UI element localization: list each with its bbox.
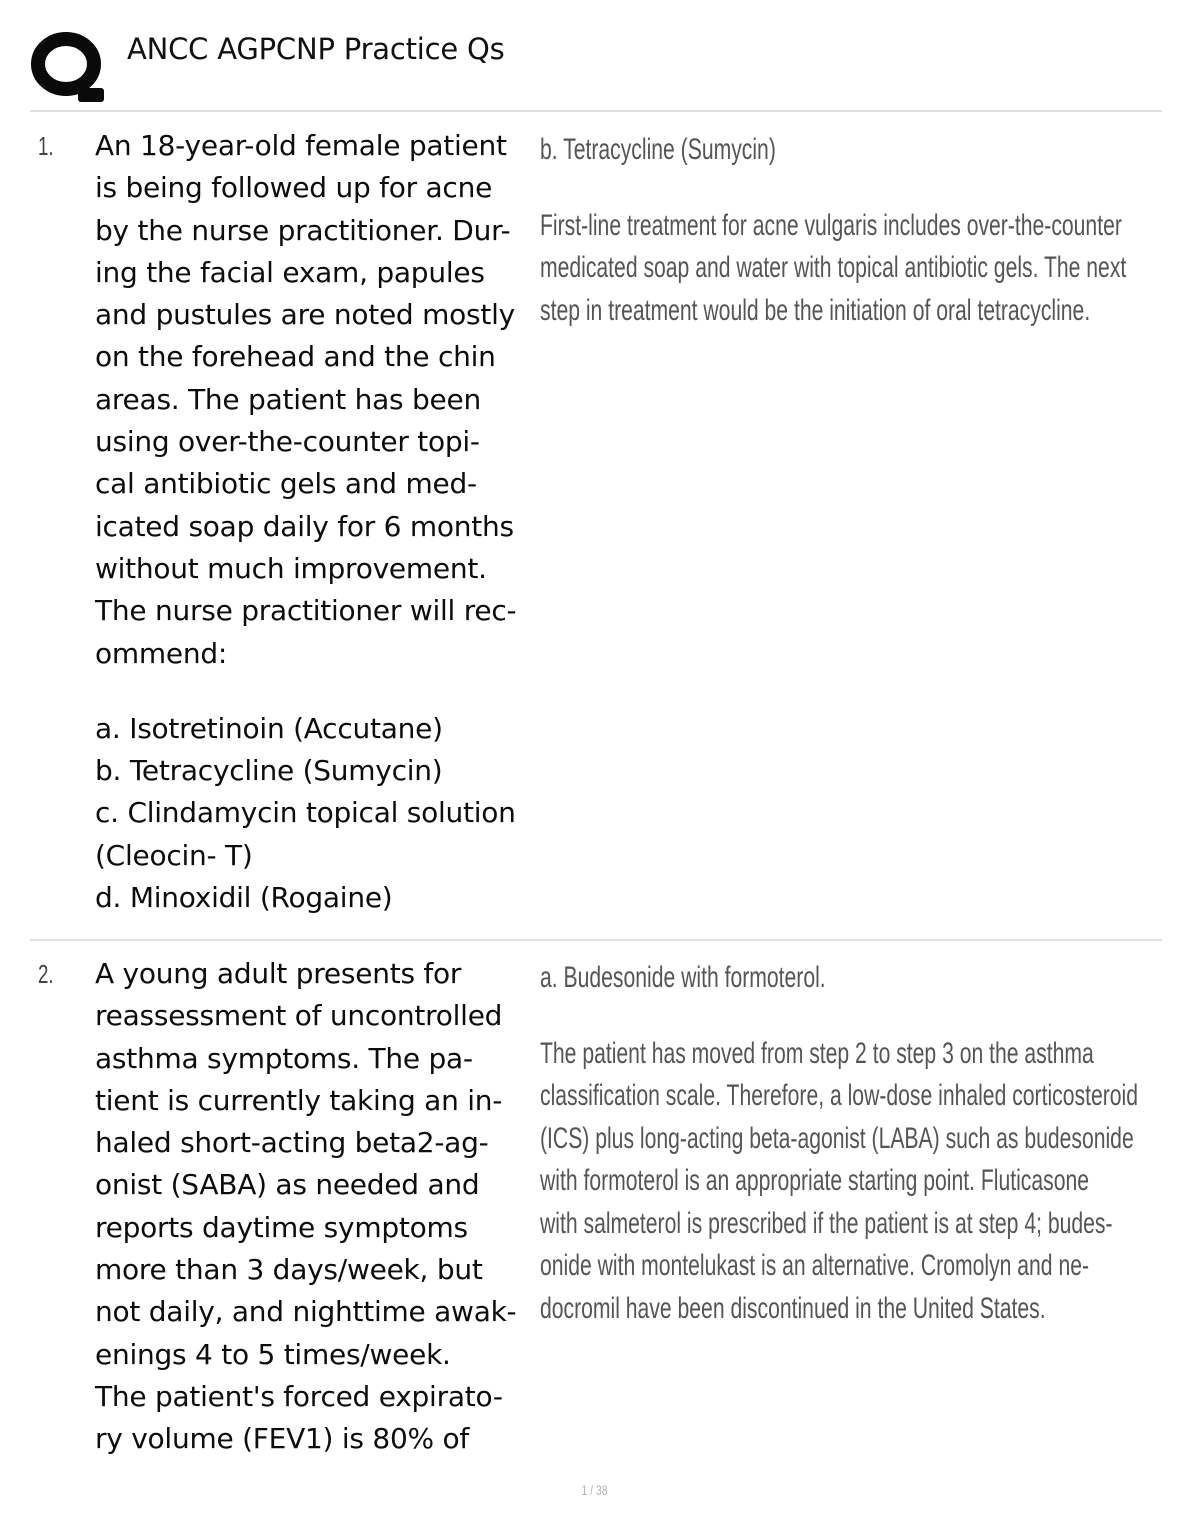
question-line: The patient's forced expirato- — [95, 1379, 503, 1413]
question-line: A young adult presents for — [95, 957, 462, 990]
explanation-line: The patient has moved from step 2 to step 3 on the asthma — [540, 1036, 1094, 1070]
question-line: by the nurse practitioner. Dur- — [95, 213, 511, 247]
spacer — [540, 1000, 1104, 1033]
answer-option: b. Tetracycline (Sumycin) — [95, 754, 443, 788]
spacer — [540, 172, 1104, 205]
question-line: areas. The patient has been — [95, 382, 481, 416]
question-line: ry volume (FEV1) is 80% of — [95, 1422, 470, 1456]
question-line: haled short-acting beta2-ag- — [95, 1126, 489, 1160]
question-line: and pustules are noted mostly — [95, 298, 515, 332]
flashcard — [0, 125, 1190, 925]
answer-panel — [540, 957, 1138, 1330]
question-line: icated soap daily for 6 months — [95, 509, 514, 543]
explanation-line: docromil have been discontinued in the United States. — [540, 1291, 1046, 1325]
question-line: without much improvement. — [95, 551, 487, 585]
question-line: reassessment of uncontrolled — [95, 999, 503, 1033]
question-line: enings 4 to 5 times/week. — [95, 1337, 451, 1371]
answer-option: d. Minoxidil (Rogaine) — [95, 881, 393, 915]
question-line: is being followed up for acne — [95, 171, 493, 205]
question-text — [95, 953, 533, 1461]
explanation-line: classification scale. Therefore, a low-dose inhaled corticosteroid — [540, 1079, 1138, 1112]
page-footer — [0, 1482, 1190, 1498]
quizlet-logo-icon — [30, 30, 110, 108]
answer-option: a. Isotretinoin (Accutane) — [95, 711, 443, 745]
question-line: tient is currently taking an in- — [95, 1083, 503, 1117]
question-text — [95, 125, 533, 919]
page-indicator: 1 / 38 — [581, 1482, 609, 1498]
answer-option: (Cleocin- T) — [95, 838, 253, 872]
document-title: ANCC AGPCNP Practice Qs — [127, 32, 505, 66]
question-line: reports daytime symptoms — [95, 1210, 468, 1244]
spacer — [95, 675, 533, 708]
card-number: 1. — [38, 131, 54, 161]
answer-panel — [540, 129, 1127, 332]
explanation-line: medicated soap and water with topical antibiotic gels. The next — [540, 251, 1127, 284]
question-line: more than 3 days/week, but — [95, 1253, 483, 1287]
explanation-line: with salmeterol is prescribed if the patient is at step 4; budes- — [540, 1206, 1113, 1240]
question-line: ing the facial exam, papules — [95, 255, 485, 289]
explanation-line: (ICS) plus long-acting beta-agonist (LABA) such as budesonide — [540, 1121, 1134, 1155]
question-line: asthma symptoms. The pa- — [95, 1041, 473, 1075]
explanation-line: step in treatment would be the initiation of oral tetracycline. — [540, 293, 1091, 327]
answer-option: c. Clindamycin topical solution — [95, 796, 516, 830]
question-line: cal antibiotic gels and med- — [95, 467, 477, 501]
question-line: using over-the-counter topi- — [95, 425, 480, 459]
card-number: 2. — [38, 959, 54, 989]
card-divider — [30, 939, 1162, 941]
flashcard — [0, 953, 1190, 1473]
question-line: An 18-year-old female patient — [95, 129, 507, 162]
question-line: on the forehead and the chin — [95, 340, 496, 374]
header-divider — [30, 110, 1162, 112]
question-line: ommend: — [95, 636, 228, 670]
correct-answer: a. Budesonide with formoterol. — [540, 961, 826, 994]
question-line: not daily, and nighttime awak- — [95, 1295, 517, 1329]
correct-answer: b. Tetracycline (Sumycin) — [540, 133, 776, 166]
page-header — [0, 0, 1190, 112]
question-line: onist (SABA) as needed and — [95, 1168, 480, 1202]
explanation-line: with formoterol is an appropriate starting point. Fluticasone — [540, 1164, 1090, 1197]
question-line: The nurse practitioner will rec- — [95, 594, 517, 628]
explanation-line: First-line treatment for acne vulgaris includes over-the-counter — [540, 208, 1122, 242]
explanation-line: onide with montelukast is an alternative. Cromolyn and ne- — [540, 1249, 1090, 1282]
